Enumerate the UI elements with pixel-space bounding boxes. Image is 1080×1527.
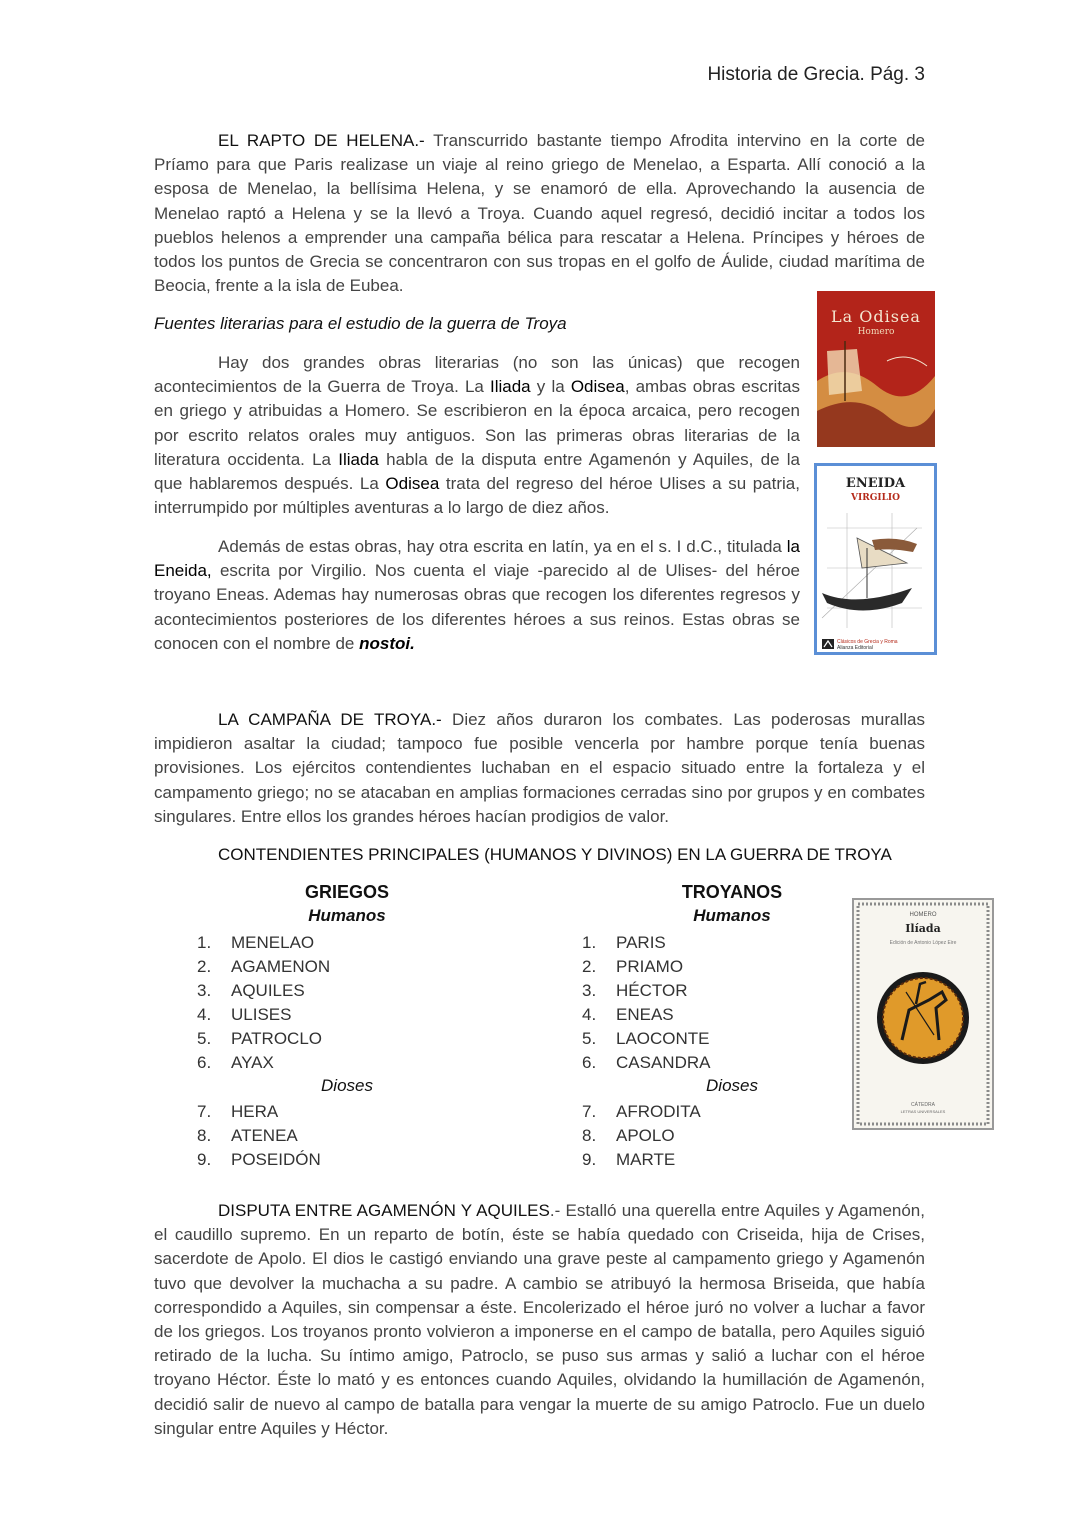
item-text: ATENEA	[231, 1126, 298, 1145]
item-text: POSEIDÓN	[231, 1150, 321, 1169]
iliada-cover-author: HOMERO	[909, 912, 937, 918]
list-item: 4. ULISES	[197, 1005, 292, 1024]
iliada-term-2: Iliada	[338, 449, 379, 469]
item-text: CASANDRA	[616, 1053, 711, 1072]
fuentes-p1-text-d: habla de la disputa entre Agamenón y Aquiles, de la que hablaremos después. La	[154, 449, 800, 494]
item-text: MARTE	[616, 1150, 676, 1169]
fuentes-subheading: Fuentes literarias para el estudio de la guerra de Troya	[154, 314, 567, 333]
item-text: LAOCONTE	[616, 1029, 710, 1048]
list-item: 5. LAOCONTE	[582, 1029, 710, 1048]
griegos-dioses-label: Dioses	[321, 1076, 373, 1095]
list-item: 2. PRIAMO	[582, 957, 684, 976]
list-item: 8. ATENEA	[197, 1126, 298, 1145]
fuentes-p1-text-e: trata del regreso del héroe Ulises a su patria, interrumpido por múltiples aventuras a lo largo de diez años.	[154, 474, 800, 518]
list-item: 7. HERA	[197, 1102, 279, 1121]
fuentes-p1-text-a: Hay dos grandes obras literarias (no son las únicas) que recogen acontecimientos de la Guerra de Troya. La	[154, 353, 800, 397]
list-item: 3. HÉCTOR	[582, 981, 688, 1000]
rapto-heading: EL RAPTO DE HELENA.-	[218, 131, 425, 150]
list-item: 1. PARIS	[582, 933, 666, 952]
item-text: HÉCTOR	[616, 981, 688, 1000]
griegos-column	[197, 882, 527, 1182]
list-item: 9. MARTE	[582, 1150, 676, 1169]
fuentes-paragraph-1	[154, 351, 800, 520]
disputa-heading: DISPUTA ENTRE AGAMENÓN Y AQUILES	[218, 1201, 550, 1220]
list-item: 1. MENELAO	[197, 933, 315, 952]
item-text: PRIAMO	[616, 957, 684, 976]
alianza-logo-icon	[822, 639, 834, 649]
list-item: 5. PATROCLO	[197, 1029, 322, 1048]
list-item: 3. AQUILES	[197, 981, 305, 1000]
odisea-cover-author: Homero	[857, 327, 895, 337]
item-text: MENELAO	[231, 933, 315, 952]
list-item: 8. APOLO	[582, 1126, 675, 1145]
odisea-book-cover	[817, 291, 935, 447]
item-text: ENEAS	[616, 1005, 674, 1024]
item-text: PATROCLO	[231, 1029, 322, 1048]
disputa-body: .- Estalló una querella entre Aquiles y Agamenón, el caudillo supremo. En un reparto de botín, éste se había quedado con Criseida, hija de Crises, sacerdote de Apolo. El dios le castigó enviando una grave peste al campamento griego y Agamenón tuvo que devolver la muchacha a su padre. A cambio se atribuyó la hermosa Briseida, que había correspondido a Aquiles, sin compensar a éste. Encolerizado el héroe juró no volver a luchar a favor de los griegos. Los troyanos pronto volvieron a imponerse en el campo de batalla, pero Aquiles siguió retirado de la lucha. Su íntimo amigo, Patroclo, se puso sus armas y salió a luchar con el héroe troyano Héctor. Éste lo mató y es entonces cuando Aquiles, olvidando la humillación de Agamenón, decidió salir de nuevo al campo de batalla para vengar la muerte de su amigo Patroclo. Fue un duelo singular entre Aquiles y Héctor.	[154, 1201, 925, 1438]
campana-heading: LA CAMPAÑA DE TROYA.-	[218, 710, 442, 729]
list-item: 6. CASANDRA	[582, 1053, 711, 1072]
eneida-book-cover	[814, 463, 937, 655]
list-item: 9. POSEIDÓN	[197, 1150, 321, 1169]
eneida-cover-publisher: Alianza Editorial	[837, 645, 873, 651]
iliada-term: Iliada	[490, 377, 531, 397]
item-text: AYAX	[231, 1053, 274, 1072]
fuentes-p2-text-b: escrita por Virgilio. Nos cuenta el viaje -parecido al de Ulises- del héroe troyano Eneas. Ademas hay numerosas obras que recogen los diferentes regresos y acontecimientos posteriores de los diferentes héroes a sus reinos. Estas obras se conocen con el nombre de	[154, 561, 800, 653]
eneida-cover-author: VIRGILIO	[851, 493, 900, 503]
eneida-term: la Eneida,	[154, 537, 800, 581]
iliada-cover-edition: Edición de Antonio López Eire	[889, 940, 957, 946]
odisea-term: Odisea	[570, 377, 625, 397]
disputa-paragraph	[154, 1199, 925, 1441]
list-item: 2. AGAMENON	[197, 957, 331, 976]
eneida-cover-illustration	[817, 508, 934, 638]
fuentes-p1-text-b: y la	[530, 377, 571, 397]
troyanos-column	[582, 882, 882, 1182]
list-item: 7. AFRODITA	[582, 1102, 701, 1121]
campana-body: Diez años duraron los combates. Las poderosas murallas impidieron asaltar la ciudad; tampoco fue posible vencerla por hambre porque tenía buenas provisiones. Los ejércitos contendientes luchaban en el espacio situado entre la fortaleza y el campamento griego; no se atacaban en amplias formaciones cerradas sino por grupos y en combates singulares. Entre ellos los grandes héroes hacían prodigios de valor.	[154, 710, 926, 826]
odisea-cover-title: La Odisea	[831, 307, 921, 326]
fuentes-p2-text-a: Además de estas obras, hay otra escrita en latín, ya en el s. I d.C., titulada	[218, 537, 787, 556]
item-text: PARIS	[616, 933, 666, 952]
list-item: 6. AYAX	[197, 1053, 274, 1072]
contendientes-title: CONTENDIENTES PRINCIPALES (HUMANOS Y DIVINOS) EN LA GUERRA DE TROYA	[218, 845, 892, 864]
rapto-paragraph	[154, 129, 925, 298]
item-text: HERA	[231, 1102, 279, 1121]
griegos-humanos-label: Humanos	[308, 906, 386, 925]
troyanos-humanos-label: Humanos	[693, 906, 771, 925]
fuentes-p1-text-c: , ambas obras escritas en griego y atribuidas a Homero. Se escribieron en la época arcaica, pero recogen por escrito relatos orales muy antiguos. Son las primeras obras literarias de la literatura occidenta. La	[154, 377, 800, 469]
troyanos-dioses-label: Dioses	[706, 1076, 758, 1095]
item-text: AFRODITA	[616, 1102, 701, 1121]
campana-paragraph	[154, 708, 925, 829]
page-header: Historia de Grecia. Pág. 3	[707, 64, 925, 85]
item-text: ULISES	[231, 1005, 292, 1024]
iliada-cover-publisher: CÁTEDRA	[911, 1102, 935, 1108]
iliada-cover-collection: LETRAS UNIVERSALES	[900, 1109, 946, 1114]
rapto-body: Transcurrido bastante tiempo Afrodita intervino en la corte de Príamo para que Paris realizase un viaje al reino griego de Menelao, a Esparta. Allí conoció a la esposa de Menelao, la bellísima Helena, y se enamoró de ella. Aprovechando la ausencia de Menelao raptó a Helena y se la llevó a Troya. Cuando aquel regresó, decidió incitar a todos los pueblos helenos a emprender una campaña bélica para rescatar a Helena. Príncipes y héroes de todos los puntos de Grecia se concentraron con sus tropas en el golfo de Áulide, ciudad marítima de Beocia, frente a la isla de Eubea.	[154, 131, 925, 296]
iliada-book-cover	[852, 898, 994, 1130]
nostoi-term: nostoi.	[359, 633, 415, 653]
odisea-term-2: Odisea	[385, 474, 440, 494]
item-text: AQUILES	[231, 981, 305, 1000]
item-text: APOLO	[616, 1126, 675, 1145]
list-item: 4. ENEAS	[582, 1005, 674, 1024]
iliada-cover-title: Ilíada	[905, 922, 941, 935]
troyanos-title: TROYANOS	[681, 882, 783, 902]
eneida-cover-collection: Clásicos de Grecia y Roma	[837, 639, 898, 645]
item-text: AGAMENON	[231, 957, 331, 976]
griegos-title: GRIEGOS	[304, 882, 389, 902]
eneida-cover-title: ENEIDA	[845, 476, 906, 491]
fuentes-paragraph-2	[154, 535, 800, 656]
